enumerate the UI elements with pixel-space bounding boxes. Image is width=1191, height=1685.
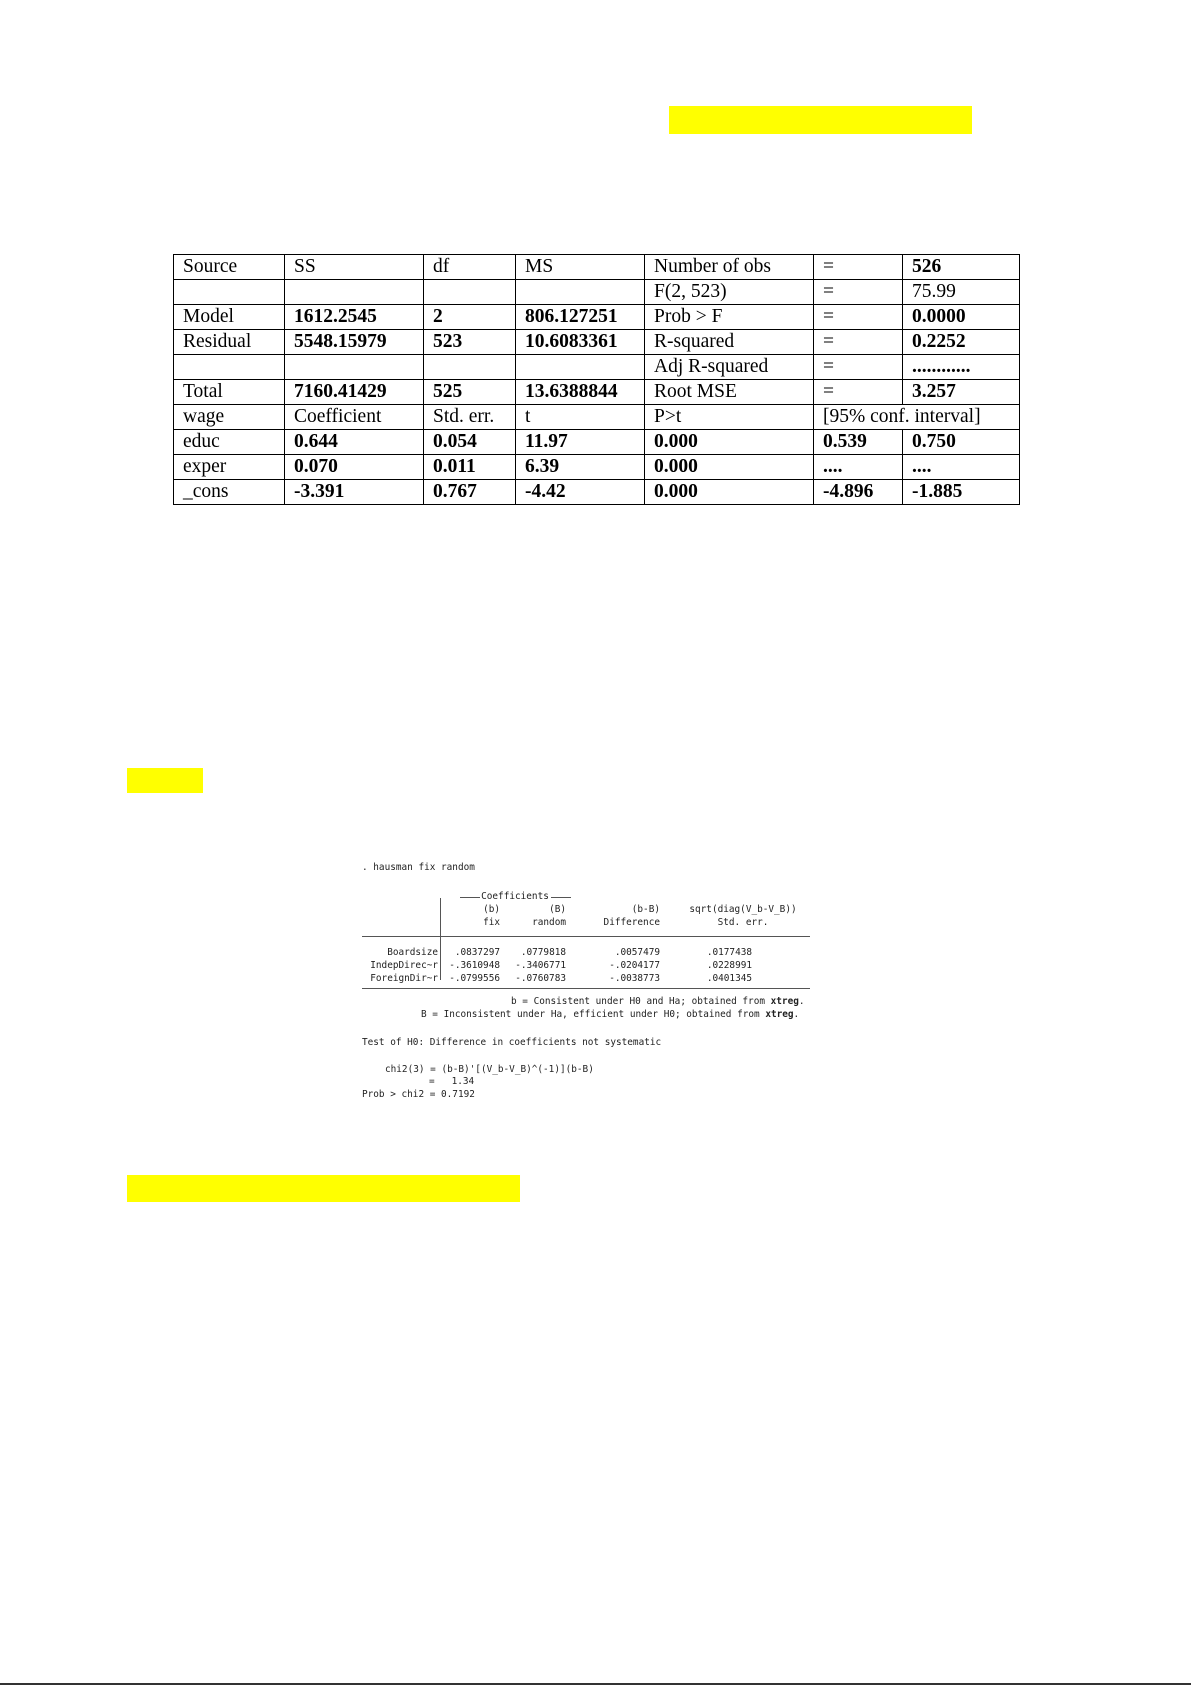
table-cell: -4.42 <box>516 480 645 505</box>
table-cell: exper <box>174 455 285 480</box>
table-cell: Number of obs <box>645 255 814 280</box>
table-cell: 0.011 <box>424 455 516 480</box>
row-b: -.3610948 <box>449 960 500 971</box>
row-diff: -.0038773 <box>609 973 660 984</box>
row-se: .0177438 <box>706 947 752 958</box>
chi2-value-line: = 1.34 <box>429 1076 475 1087</box>
table-cell: Total <box>174 380 285 405</box>
test-h0-line: Test of H0: Difference in coefficients not systematic <box>362 1037 662 1048</box>
col-B-subheader: random <box>532 917 566 928</box>
table-cell: Root MSE <box>645 380 814 405</box>
highlight-bar-top <box>669 106 972 134</box>
coef-rule-right <box>551 897 571 898</box>
table-row <box>174 355 1020 380</box>
header-rule <box>362 936 810 937</box>
table-cell <box>285 280 424 305</box>
table-cell: _cons <box>174 480 285 505</box>
row-name: Boardsize <box>387 947 438 958</box>
table-cell: 1612.2545 <box>285 305 424 330</box>
table-row <box>174 330 1020 355</box>
table-cell: 2 <box>424 305 516 330</box>
table-row <box>174 430 1020 455</box>
row-name: IndepDirec~r <box>370 960 438 971</box>
table-cell: = <box>814 280 903 305</box>
command-line: . hausman fix random <box>362 862 475 873</box>
table-cell: = <box>814 305 903 330</box>
table-cell: 0.767 <box>424 480 516 505</box>
table-cell: 0.070 <box>285 455 424 480</box>
table-cell: 523 <box>424 330 516 355</box>
table-cell: ............ <box>903 355 1020 380</box>
row-B: .0779818 <box>520 947 566 958</box>
table-cell <box>424 355 516 380</box>
table-cell: 0.0000 <box>903 305 1020 330</box>
col-diff-subheader: Difference <box>603 917 660 928</box>
table-cell <box>174 355 285 380</box>
row-name: ForeignDir~r <box>370 973 438 984</box>
table-row <box>174 255 1020 280</box>
prob-chi2-line: Prob > chi2 = 0.7192 <box>362 1089 475 1100</box>
row-B: -.0760783 <box>515 973 566 984</box>
table-cell: = <box>814 255 903 280</box>
row-B: -.3406771 <box>515 960 566 971</box>
table-cell: -3.391 <box>285 480 424 505</box>
table-cell: 10.6083361 <box>516 330 645 355</box>
table-cell <box>516 355 645 380</box>
note-b: b = Consistent under H0 and Ha; obtained from xtreg. <box>511 996 805 1007</box>
table-cell: Coefficient <box>285 405 424 430</box>
table-cell <box>174 280 285 305</box>
coefficients-header: Coefficients <box>481 891 549 902</box>
highlight-bar-bottom <box>127 1175 520 1202</box>
chi2-formula-line: chi2(3) = (b-B)'[(V_b-V_B)^(-1)](b-B) <box>385 1064 594 1075</box>
table-cell: Source <box>174 255 285 280</box>
table-cell: Adj R-squared <box>645 355 814 380</box>
table-row <box>174 305 1020 330</box>
table-cell: 0.000 <box>645 430 814 455</box>
table-cell: 806.127251 <box>516 305 645 330</box>
table-cell: wage <box>174 405 285 430</box>
table-cell: 525 <box>424 380 516 405</box>
table-cell: 0.000 <box>645 455 814 480</box>
table-cell: 0.750 <box>903 430 1020 455</box>
table-cell: df <box>424 255 516 280</box>
table-row <box>174 405 1020 430</box>
row-b: -.0799556 <box>449 973 500 984</box>
table-cell <box>285 355 424 380</box>
table-cell: Std. err. <box>424 405 516 430</box>
table-cell: 13.6388844 <box>516 380 645 405</box>
table-cell: SS <box>285 255 424 280</box>
col-b-header: (b) <box>483 904 500 915</box>
table-cell: R-squared <box>645 330 814 355</box>
table-cell: P>t <box>645 405 814 430</box>
table-cell: 0.539 <box>814 430 903 455</box>
table-cell: [95% conf. interval] <box>814 405 1020 430</box>
table-cell: 11.97 <box>516 430 645 455</box>
table-cell <box>424 280 516 305</box>
table-cell: 0.000 <box>645 480 814 505</box>
table-cell: 0.054 <box>424 430 516 455</box>
table-cell: 7160.41429 <box>285 380 424 405</box>
col-se-header: sqrt(diag(V_b-V_B)) <box>689 904 797 915</box>
table-cell: F(2, 523) <box>645 280 814 305</box>
table-cell: t <box>516 405 645 430</box>
table-row <box>174 455 1020 480</box>
table-cell: 526 <box>903 255 1020 280</box>
table-cell: 0.2252 <box>903 330 1020 355</box>
col-B-header: (B) <box>549 904 566 915</box>
table-cell: .... <box>814 455 903 480</box>
table-cell: 6.39 <box>516 455 645 480</box>
table-cell: 5548.15979 <box>285 330 424 355</box>
table-cell: 0.644 <box>285 430 424 455</box>
note-B: B = Inconsistent under Ha, efficient under H0; obtained from xtreg. <box>421 1009 800 1020</box>
col-se-subheader: Std. err. <box>717 917 769 928</box>
table-cell: Residual <box>174 330 285 355</box>
table-cell <box>516 280 645 305</box>
hausman-test-output <box>358 862 818 1108</box>
table-cell: -4.896 <box>814 480 903 505</box>
row-diff: -.0204177 <box>609 960 660 971</box>
regression-output-table <box>173 254 1020 505</box>
table-cell: Model <box>174 305 285 330</box>
col-b-subheader: fix <box>483 917 500 928</box>
row-diff: .0057479 <box>614 947 660 958</box>
table-cell: .... <box>903 455 1020 480</box>
row-se: .0228991 <box>706 960 752 971</box>
column-divider <box>440 898 441 980</box>
table-cell: educ <box>174 430 285 455</box>
col-diff-header: (b-B) <box>631 904 660 915</box>
table-cell: -1.885 <box>903 480 1020 505</box>
table-row <box>174 380 1020 405</box>
table-cell: MS <box>516 255 645 280</box>
table-cell: 75.99 <box>903 280 1020 305</box>
row-b: .0837297 <box>454 947 500 958</box>
table-cell: Prob > F <box>645 305 814 330</box>
table-cell: = <box>814 330 903 355</box>
table-cell: = <box>814 380 903 405</box>
table-cell: 3.257 <box>903 380 1020 405</box>
table-row <box>174 480 1020 505</box>
row-se: .0401345 <box>706 973 752 984</box>
footer-rule <box>362 988 810 989</box>
table-cell: = <box>814 355 903 380</box>
table-row <box>174 280 1020 305</box>
coef-rule-left <box>460 897 480 898</box>
highlight-bar-middle <box>127 768 203 793</box>
